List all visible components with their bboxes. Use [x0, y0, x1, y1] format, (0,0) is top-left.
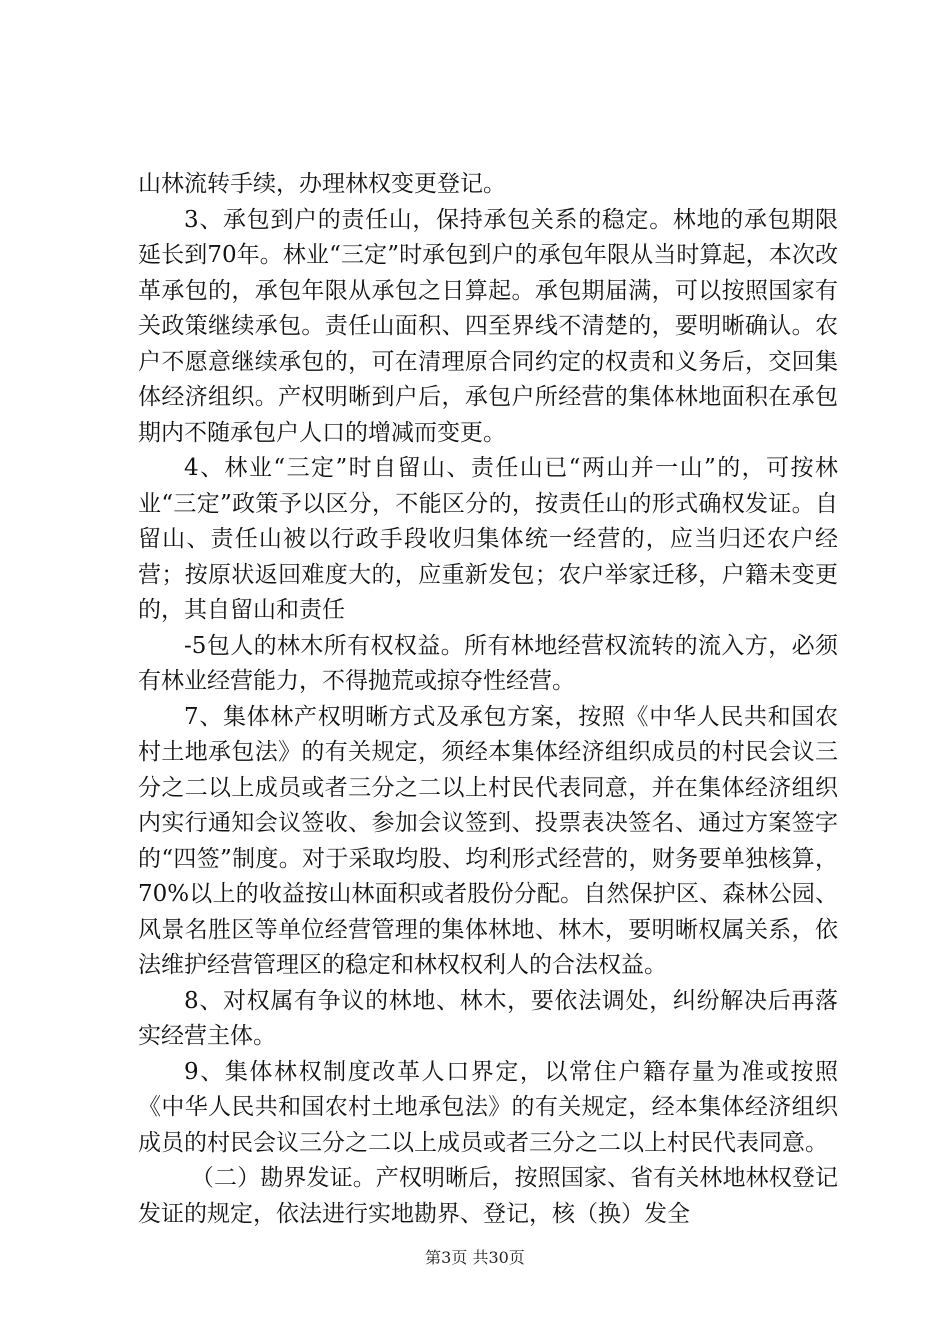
paragraph-continuation: 山林流转手续，办理林权变更登记。: [138, 171, 506, 197]
paragraph-fragment: -5包人的林木所有权权益。所有林地经营权流转的流入方，必须有林业经营能力，不得抛荒或掠夺性经营。: [138, 632, 838, 694]
paragraph-item-7: 7、集体林产权明晰方式及承包方案，按照《中华人民共和国农村土地承包法》的有关规定，须经本集体经济组织成员的村民会议三分之二以上成员或者三分之二以上村民代表同意，并在集体经济组织内实行通知会议签收、参加会议签到、投票表决签名、通过方案签字的“四签”制度。对于采取均股、均利形式经营的，财务要单独核算，70%以上的收益按山林面积或者股份分配。自然保护区、森林公园、风景名胜区等单位经营管理的集体林地、林木，要明晰权属关系，依法维护经营管理区的稳定和林权权利人的合法权益。: [138, 703, 838, 978]
page-number-footer: 第3页 共30页: [425, 1248, 525, 1267]
document-body: [138, 167, 838, 1232]
paragraph-item-4: 4、林业“三定”时自留山、责任山已“两山并一山”的，可按林业“三定”政策予以区分，不能区分的，按责任山的形式确权发证。自留山、责任山被以行政手段收归集体统一经营的，应当归还农户经营；按原状返回难度大的，应重新发包；农户举家迁移，户籍未变更的，其自留山和责任: [138, 455, 838, 623]
paragraph-item-8: 8、对权属有争议的林地、林木，要依法调处，纠纷解决后再落实经营主体。: [138, 987, 838, 1049]
paragraph-item-3: 3、承包到户的责任山，保持承包关系的稳定。林地的承包期限延长到70年。林业“三定”时承包到户的承包年限从当时算起，本次改革承包的，承包年限从承包之日算起。承包期届满，可以按照国家有关政策继续承包。责任山面积、四至界线不清楚的，要明晰确认。农户不愿意继续承包的，可在清理原合同约定的权责和义务后，交回集体经济组织。产权明晰到户后，承包户所经营的集体林地面积在承包期内不随承包户人口的增减而变更。: [138, 206, 838, 446]
paragraph-item-9: 9、集体林权制度改革人口界定，以常住户籍存量为准或按照《中华人民共和国农村土地承包法》的有关规定，经本集体经济组织成员的村民会议三分之二以上成员或者三分之二以上村民代表同意。: [138, 1058, 838, 1156]
paragraph-section-2: （二）勘界发证。产权明晰后，按照国家、省有关林地林权登记发证的规定，依法进行实地勘界、登记，核（换）发全: [138, 1165, 838, 1227]
